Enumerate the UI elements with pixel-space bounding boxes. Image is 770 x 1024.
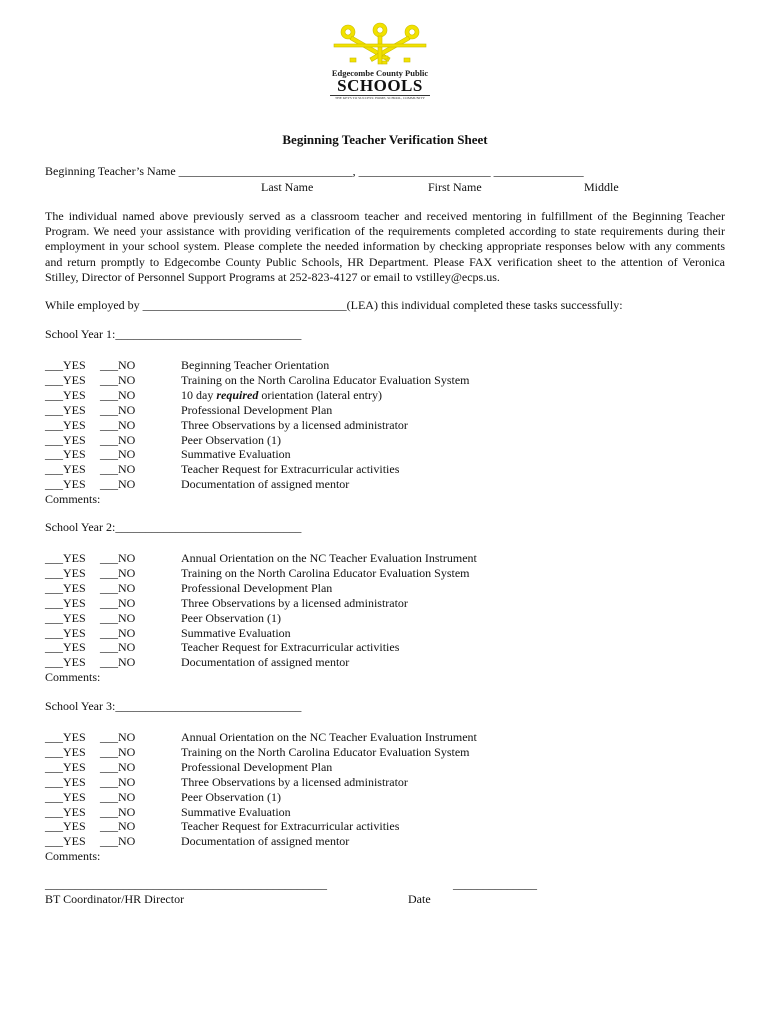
yes-checkbox-line[interactable]: ___YES [45, 610, 86, 625]
yes-checkbox-line[interactable]: ___YES [45, 358, 86, 372]
yes-checkbox-line[interactable]: ___YES [45, 447, 86, 462]
task-item: Professional Development Plan [181, 580, 333, 595]
no-checkbox-line[interactable]: ___NO [100, 834, 136, 849]
date-label: Date [408, 892, 431, 906]
task-item: Peer Observation (1) [181, 432, 281, 447]
task-item: Summative Evaluation [181, 447, 291, 462]
no-checkbox-line[interactable]: ___NO [100, 774, 136, 789]
comments-label: Comments: [45, 849, 101, 864]
no-checkbox-line[interactable]: ___NO [100, 417, 136, 432]
no-checkbox-line[interactable]: ___NO [100, 640, 136, 655]
no-checkbox-line[interactable]: ___NO [100, 565, 136, 580]
task-item: Documentation of assigned mentor [181, 834, 350, 849]
no-checkbox-line[interactable]: ___NO [100, 402, 136, 417]
last-name-label: Last Name [261, 180, 314, 194]
yes-checkbox-line[interactable]: ___YES [45, 625, 86, 640]
comments-label: Comments: [45, 492, 101, 507]
yes-checkbox-line[interactable]: ___YES [45, 432, 86, 447]
task-item: Three Observations by a licensed administrator [181, 774, 408, 789]
instructions-paragraph: The individual named above previously served as a classroom teacher and received mentoring in fulfillment of the Beginning Teacher Program. We need your assistance with providing verification of the requirements completed according to state requirements during their employment in your school system. Please complete the needed information by checking appropriate responses below with any comments and return promptly to Edgecombe County Public Schools, HR Department. Please FAX verification sheet to the attention of Veronica Stilley, Director of Personnel Support Programs at 252-823-4127 or email to vstilley@ecps.us. [45, 209, 725, 284]
yes-checkbox-line[interactable]: ___YES [45, 819, 86, 834]
no-checkbox-line[interactable]: ___NO [100, 744, 136, 759]
logo-line-1: Edgecombe County Public [331, 68, 429, 78]
middle-name-label: Middle [584, 180, 619, 194]
yes-checkbox-line[interactable]: ___YES [45, 804, 86, 819]
district-logo [328, 22, 432, 102]
no-checkbox-line[interactable]: ___NO [100, 372, 136, 387]
yes-checkbox-line[interactable]: ___YES [45, 387, 86, 402]
coordinator-signature-line: _______________________________________________ [45, 877, 327, 891]
comments-label: Comments: [45, 670, 101, 685]
task-item: Peer Observation (1) [181, 789, 281, 804]
task-text-post: orientation (lateral entry) [258, 387, 382, 402]
task-item: Three Observations by a licensed administrator [181, 417, 408, 432]
no-checkbox-line[interactable]: ___NO [100, 819, 136, 834]
yes-checkbox-line[interactable]: ___YES [45, 417, 86, 432]
task-item: Summative Evaluation [181, 804, 291, 819]
no-checkbox-line[interactable]: ___NO [100, 730, 136, 744]
school-year-label: School Year 2:_______________________________ [45, 520, 302, 534]
no-checkbox-line[interactable]: ___NO [100, 551, 136, 565]
page-title: Beginning Teacher Verification Sheet [282, 132, 488, 147]
yes-checkbox-line[interactable]: ___YES [45, 462, 86, 477]
coordinator-label: BT Coordinator/HR Director [45, 892, 185, 906]
task-text-emphasis: required [216, 387, 259, 402]
yes-checkbox-line[interactable]: ___YES [45, 640, 86, 655]
task-item: Professional Development Plan [181, 402, 333, 417]
logo-tagline: THE KEYS TO SUCCESS: HOME, SCHOOL, COMMUNITY [335, 96, 425, 100]
task-text-pre: 10 day [181, 387, 217, 402]
no-checkbox-line[interactable]: ___NO [100, 358, 136, 372]
task-item: Teacher Request for Extracurricular activities [181, 462, 400, 477]
no-checkbox-line[interactable]: ___NO [100, 447, 136, 462]
school-year-label: School Year 3:_______________________________ [45, 699, 302, 713]
yes-checkbox-line[interactable]: ___YES [45, 477, 86, 492]
yes-checkbox-line[interactable]: ___YES [45, 759, 86, 774]
yes-checkbox-line[interactable]: ___YES [45, 565, 86, 580]
keys-icon [328, 22, 432, 68]
teacher-name-line: Beginning Teacher’s Name _____________________________, ______________________ _______________ [45, 164, 584, 178]
school-year-label: School Year 1:_______________________________ [45, 327, 302, 341]
task-item: Documentation of assigned mentor [181, 477, 350, 492]
no-checkbox-line[interactable]: ___NO [100, 477, 136, 492]
yes-checkbox-line[interactable]: ___YES [45, 402, 86, 417]
task-item: Training on the North Carolina Educator Evaluation System [181, 565, 470, 580]
yes-checkbox-line[interactable]: ___YES [45, 789, 86, 804]
employed-by-line: While employed by __________________________________(LEA) this individual completed these tasks successfully: [45, 298, 623, 312]
task-item: Three Observations by a licensed administrator [181, 595, 408, 610]
no-checkbox-line[interactable]: ___NO [100, 804, 136, 819]
task-item: Annual Orientation on the NC Teacher Evaluation Instrument [181, 730, 477, 744]
no-checkbox-line[interactable]: ___NO [100, 462, 136, 477]
yes-checkbox-line[interactable]: ___YES [45, 730, 86, 744]
yes-checkbox-line[interactable]: ___YES [45, 551, 86, 565]
yes-checkbox-line[interactable]: ___YES [45, 580, 86, 595]
task-item: Annual Orientation on the NC Teacher Evaluation Instrument [181, 551, 477, 565]
yes-checkbox-line[interactable]: ___YES [45, 834, 86, 849]
yes-checkbox-line[interactable]: ___YES [45, 774, 86, 789]
no-checkbox-line[interactable]: ___NO [100, 432, 136, 447]
no-checkbox-line[interactable]: ___NO [100, 655, 136, 670]
first-name-label: First Name [428, 180, 482, 194]
no-checkbox-line[interactable]: ___NO [100, 610, 136, 625]
no-checkbox-line[interactable]: ___NO [100, 625, 136, 640]
yes-checkbox-line[interactable]: ___YES [45, 372, 86, 387]
task-item: Teacher Request for Extracurricular activities [181, 640, 400, 655]
yes-checkbox-line[interactable]: ___YES [45, 655, 86, 670]
date-signature-line: ______________ [453, 877, 537, 891]
no-checkbox-line[interactable]: ___NO [100, 595, 136, 610]
task-item: Teacher Request for Extracurricular activities [181, 819, 400, 834]
task-item: Documentation of assigned mentor [181, 655, 350, 670]
logo-line-2: SCHOOLS [337, 76, 423, 95]
yes-checkbox-line[interactable]: ___YES [45, 744, 86, 759]
no-checkbox-line[interactable]: ___NO [100, 759, 136, 774]
task-item: Professional Development Plan [181, 759, 333, 774]
no-checkbox-line[interactable]: ___NO [100, 789, 136, 804]
task-item [181, 388, 382, 403]
task-item: Training on the North Carolina Educator Evaluation System [181, 372, 470, 387]
no-checkbox-line[interactable]: ___NO [100, 580, 136, 595]
task-item: Beginning Teacher Orientation [181, 358, 330, 372]
task-item: Training on the North Carolina Educator Evaluation System [181, 744, 470, 759]
no-checkbox-line[interactable]: ___NO [100, 387, 136, 402]
task-item: Summative Evaluation [181, 625, 291, 640]
task-item: Peer Observation (1) [181, 610, 281, 625]
yes-checkbox-line[interactable]: ___YES [45, 595, 86, 610]
